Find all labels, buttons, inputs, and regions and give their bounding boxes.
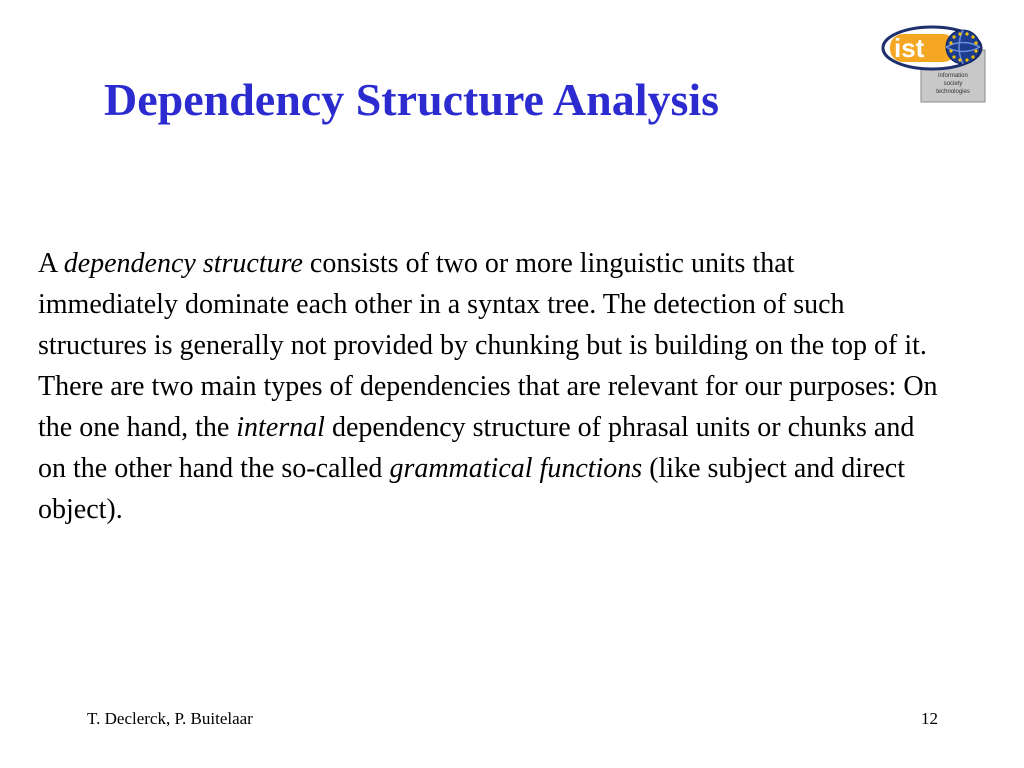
- footer-authors: T. Declerck, P. Buitelaar: [87, 709, 253, 728]
- logo-caption-line: technologies: [936, 89, 970, 95]
- logo-wordmark: ist: [894, 33, 925, 63]
- emphasis-term: internal: [236, 412, 325, 443]
- logo-caption-line: society: [943, 81, 963, 87]
- logo-caption-line: information: [938, 73, 968, 79]
- body-paragraph: A dependency structure consists of two or more linguistic units that immediately dominate each other in a syntax tree. The detection of such structures is generally not provided by chunking but is building on the top of it.: [38, 248, 927, 361]
- page-number: 12: [921, 709, 938, 728]
- ist-logo-icon: [880, 24, 988, 104]
- emphasis-term: dependency structure: [63, 248, 303, 279]
- emphasis-term: grammatical functions: [389, 453, 643, 484]
- slide-body: [38, 243, 938, 530]
- slide-title: Dependency Structure Analysis: [104, 74, 720, 125]
- body-paragraph: There are two main types of dependencies that are relevant for our purposes: On the one hand, the internal dependency structure of phrasal units or chunks and on the other hand the so-called grammatical functions (like subject and direct object).: [38, 371, 938, 525]
